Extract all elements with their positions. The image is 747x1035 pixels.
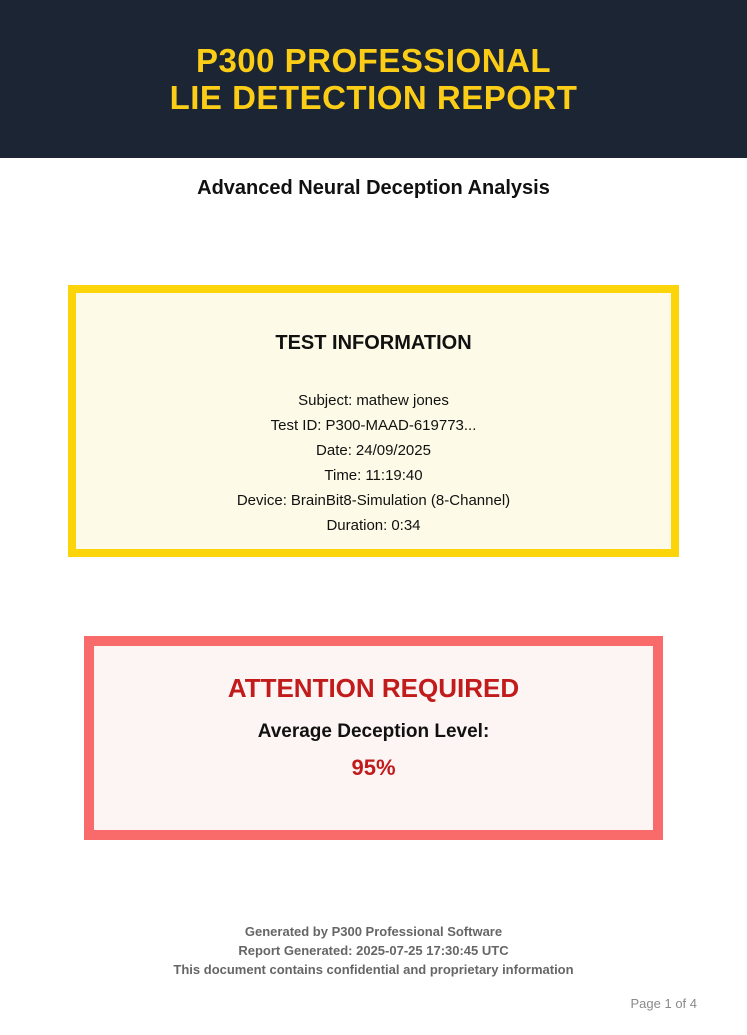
info-label: Date:: [316, 442, 352, 459]
report-header: [0, 0, 747, 158]
info-row-subject: [76, 388, 671, 413]
info-value: BrainBit8-Simulation (8-Channel): [290, 492, 511, 509]
report-title-line-1: P300 PROFESSIONAL: [195, 42, 552, 79]
info-row-duration: [76, 513, 671, 538]
deception-level-label: Average Deception Level:: [257, 721, 490, 742]
info-value: 0:34: [391, 517, 421, 534]
info-label: Time:: [324, 467, 362, 484]
deception-level-value: 95%: [351, 755, 396, 780]
info-row-device: [76, 488, 671, 513]
info-row-test-id: [76, 413, 671, 438]
info-label: Device:: [236, 492, 287, 509]
footer-confidentiality-notice: This document contains confidential and proprietary information: [173, 962, 574, 977]
info-value: P300-MAAD-619773...: [325, 417, 477, 434]
test-information-panel: [68, 285, 679, 557]
info-label: Subject:: [298, 392, 353, 409]
test-information-rows: [76, 388, 671, 538]
info-label: Duration:: [326, 517, 388, 534]
info-row-date: [76, 438, 671, 463]
report-title-line-2: LIE DETECTION REPORT: [169, 79, 578, 116]
footer-generated-by: Generated by P300 Professional Software: [244, 924, 503, 939]
page-indicator: Page 1 of 4: [630, 996, 697, 1011]
info-row-time: [76, 463, 671, 488]
info-label: Test ID:: [270, 417, 322, 434]
attention-title: ATTENTION REQUIRED: [227, 673, 520, 703]
footer-report-generated: Report Generated: 2025-07-25 17:30:45 UTC: [238, 943, 509, 958]
report-footer: [0, 922, 747, 979]
attention-required-panel: [84, 636, 663, 840]
info-value: mathew jones: [356, 392, 449, 409]
info-value: 11:19:40: [365, 467, 423, 484]
report-subtitle: Advanced Neural Deception Analysis: [197, 177, 550, 199]
info-value: 24/09/2025: [355, 442, 431, 459]
test-information-title: TEST INFORMATION: [275, 332, 472, 354]
